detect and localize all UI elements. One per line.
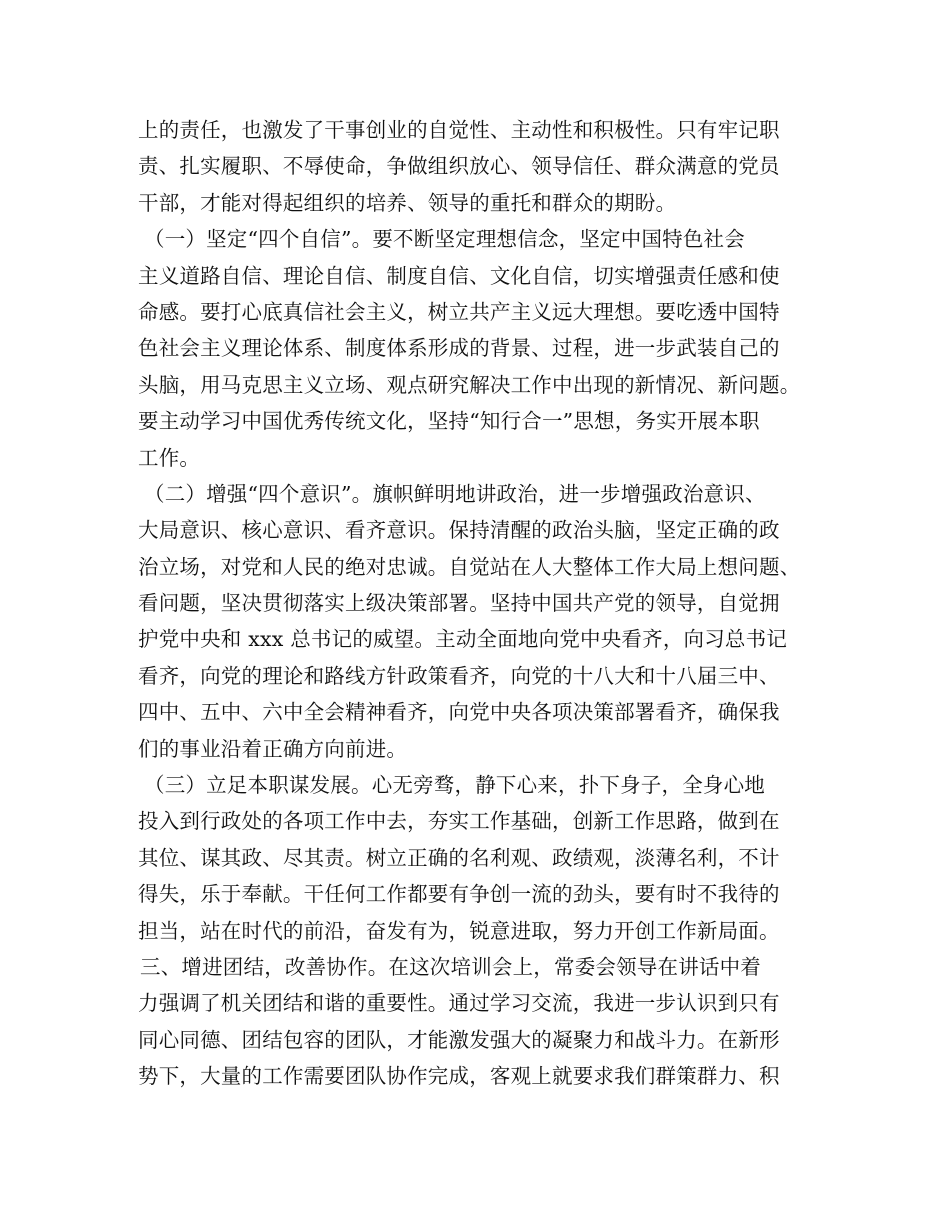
- text-line: 色社会主义理论体系、制度体系形成的背景、过程，进一步武装自己的: [138, 336, 780, 361]
- text-line: 们的事业沿着正确方向前进。: [138, 736, 408, 761]
- text-line: 力强调了机关团结和谐的重要性。通过学习交流，我进一步认识到只有: [138, 991, 780, 1016]
- text-line: 上的责任，也激发了干事创业的自觉性、主动性和积极性。只有牢记职: [138, 118, 780, 142]
- text-line: 主义道路自信、理论自信、制度自信、文化自信，切实增强责任感和使: [138, 263, 780, 288]
- text-line: 头脑，用马克思主义立场、观点研究解决工作中出现的新情况、新问题。: [138, 372, 801, 397]
- text-line: 担当，站在时代的前沿，奋发有为，锐意进取，努力开创工作新局面。: [138, 918, 780, 943]
- text-line: 看齐，向党的理论和路线方针政策看齐，向党的十八大和十八届三中、: [138, 663, 780, 688]
- text-line: （三）立足本职谋发展。心无旁骛，静下心来，扑下身子，全身心地: [144, 773, 765, 798]
- text-line: 治立场，对党和人民的绝对忠诚。自觉站在人大整体工作大局上想问题、: [138, 554, 801, 579]
- text-line: 干部，才能对得起组织的培养、领导的重托和群众的期盼。: [138, 190, 677, 215]
- text-line: 投入到行政处的各项工作中去，夯实工作基础，创新工作思路，做到在: [138, 809, 780, 834]
- text-line: 同心同德、团结包容的团队，才能激发强大的凝聚力和战斗力。在新形: [138, 1027, 780, 1052]
- text-line: 势下，大量的工作需要团队协作完成，客观上就要求我们群策群力、积: [138, 1064, 780, 1089]
- text-line: 护党中央和 xxx 总书记的威望。主动全面地向党中央看齐，向习总书记: [138, 627, 788, 652]
- text-line: 四中、五中、六中全会精神看齐，向党中央各项决策部署看齐，确保我: [138, 700, 780, 725]
- text-line: 其位、谋其政、尽其责。树立正确的名利观、政绩观，淡薄名利，不计: [138, 845, 780, 870]
- text-line: 命感。要打心底真信社会主义，树立共产主义远大理想。要吃透中国特: [138, 299, 780, 324]
- text-line: 工作。: [138, 445, 201, 470]
- text-line: 要主动学习中国优秀传统文化，坚持“知行合一”思想，务实开展本职: [138, 409, 760, 434]
- document-body: [138, 112, 828, 1095]
- text-line: （二）增强“四个意识”。旗帜鲜明地讲政治，进一步增强政治意识、: [144, 481, 766, 506]
- text-line: （一）坚定“四个自信”。要不断坚定理想信念，坚定中国特色社会: [144, 227, 745, 252]
- text-line: 责、扎实履职、不辱使命，争做组织放心、领导信任、群众满意的党员: [138, 154, 780, 179]
- text-line: 大局意识、核心意识、看齐意识。保持清醒的政治头脑，坚定正确的政: [138, 518, 780, 543]
- text-line: 得失，乐于奉献。干任何工作都要有争创一流的劲头，要有时不我待的: [138, 882, 780, 907]
- text-line: 看问题，坚决贯彻落实上级决策部署。坚持中国共产党的领导，自觉拥: [138, 591, 780, 616]
- text-line: 三、增进团结，改善协作。在这次培训会上，常委会领导在讲话中着: [140, 954, 761, 979]
